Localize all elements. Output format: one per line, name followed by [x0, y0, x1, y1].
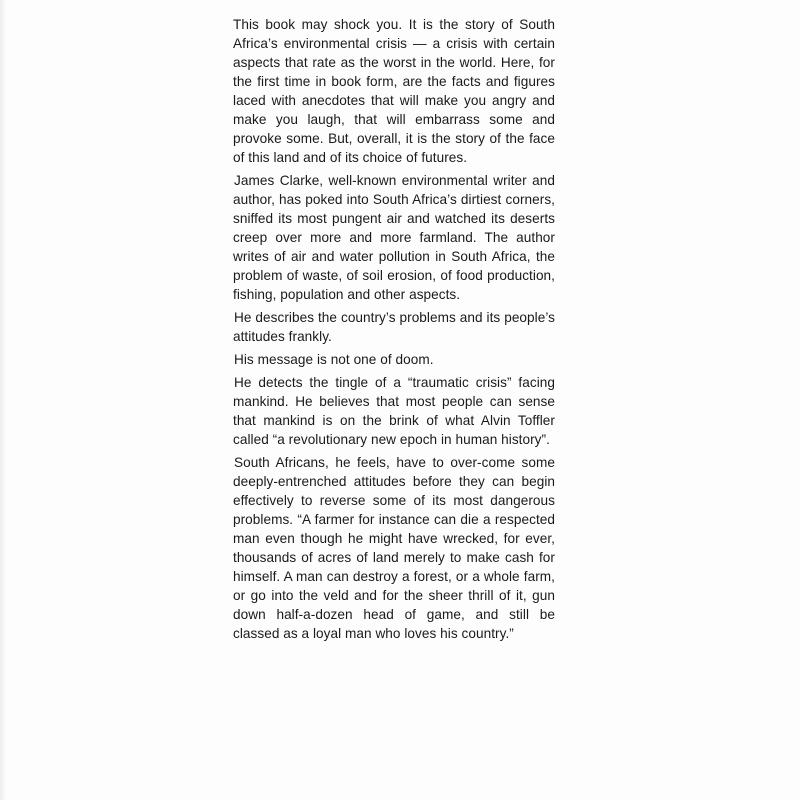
blurb-paragraph: South Africans, he feels, have to over-come some deeply-entrenched attitudes before they can begin effectively to reverse some of its most dangerous problems. “A farmer for instance can die a respected man even though he might have wrecked, for ever, thousands of acres of land merely to make cash for himself. A man can destroy a forest, or a whole farm, or go into the veld and for the sheer thrill of it, gun down half-a-dozen head of game, and still be classed as a loyal man who loves his country.”: [233, 455, 555, 641]
blurb-paragraph: He describes the country’s problems and its people’s attitudes frankly.: [233, 310, 555, 344]
blurb-paragraph: James Clarke, well-known environmental writer and author, has poked into South Africa’s dirtiest corners, sniffed its most pungent air and watched its deserts creep over more and more farmland. The author writes of air and water pollution in South Africa, the problem of waste, of soil erosion, of food production, fishing, population and other aspects.: [233, 173, 555, 302]
blurb-paragraph: This book may shock you. It is the story of South Africa’s environmental crisis — a crisis with certain aspects that rate as the worst in the world. Here, for the first time in book form, are the facts and figures laced with anecdotes that will make you angry and make you laugh, that will embarrass some and provoke some. But, overall, it is the story of the face of this land and of its choice of futures.: [233, 17, 555, 165]
blurb-paragraph: He detects the tingle of a “traumatic crisis” facing mankind. He believes that most people can sense that mankind is on the brink of what Alvin Toffler called “a revolutionary new epoch in human history”.: [233, 375, 555, 447]
book-blurb: [233, 15, 555, 647]
blurb-paragraph: His message is not one of doom.: [234, 352, 434, 367]
page-edge-shadow: [0, 0, 6, 800]
